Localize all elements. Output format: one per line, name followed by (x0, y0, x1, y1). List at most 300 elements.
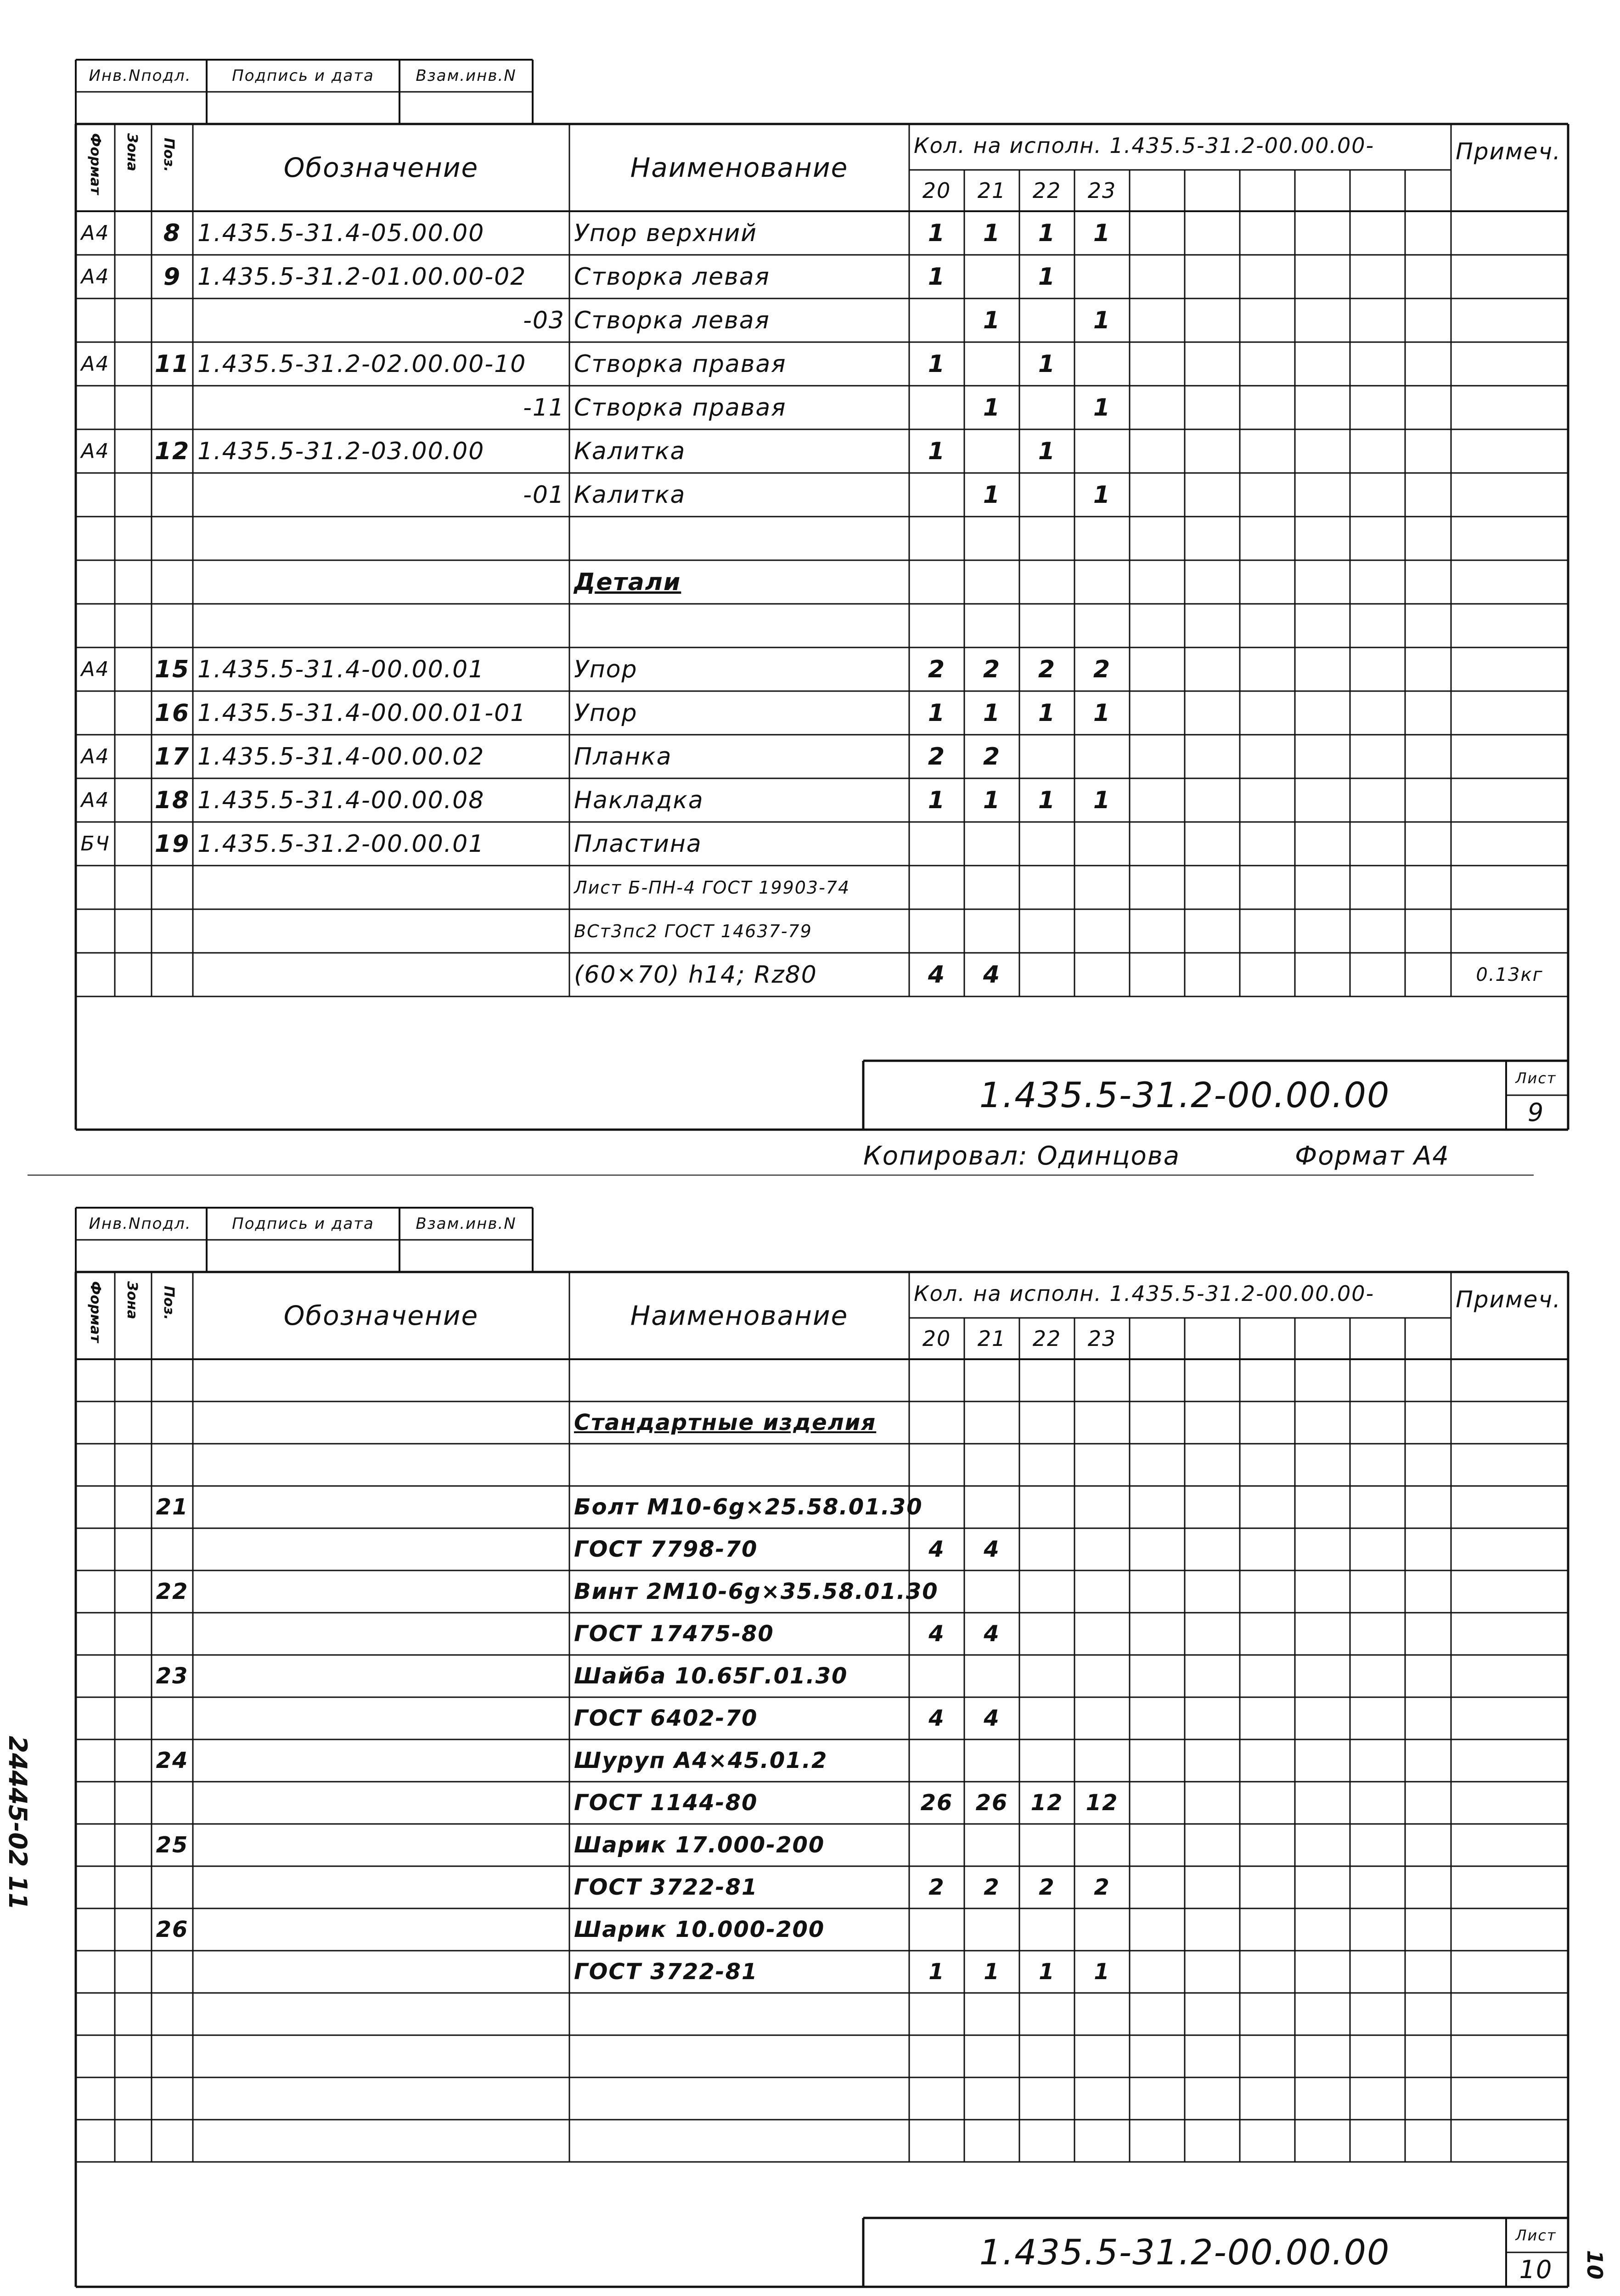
row-position (152, 1401, 193, 1444)
row-position: 22 (156, 1579, 189, 1604)
row-qty (1074, 2035, 1130, 2077)
row-qty: 1 (1038, 437, 1056, 465)
row-position (152, 1444, 193, 1486)
row-designation: 1.435.5-31.2-01.00.00-02 (197, 263, 527, 291)
row-name (574, 2120, 909, 2162)
row-note (1451, 604, 1568, 647)
row-name (574, 1993, 909, 2035)
row-qty (1074, 429, 1130, 473)
row-name: Шарик 17.000-200 (574, 1832, 825, 1858)
row-qty (1019, 1613, 1074, 1655)
row-qty: 1 (928, 699, 946, 727)
row-qty (1074, 1486, 1130, 1528)
row-qty (1074, 822, 1130, 866)
row-qty: 1 (1038, 263, 1056, 291)
row-qty: 1 (1038, 699, 1056, 727)
header-name: Наименование (630, 1300, 849, 1331)
row-position (152, 1866, 193, 1908)
header-zone: Зона (124, 133, 140, 171)
row-qty (964, 2035, 1019, 2077)
row-position (152, 2035, 193, 2077)
row-format: А4 (81, 657, 110, 681)
row-qty (1019, 1486, 1074, 1528)
row-qty (1074, 1824, 1130, 1866)
row-name: Створка правая (574, 394, 787, 422)
row-name (574, 2035, 909, 2077)
row-qty (1019, 473, 1074, 517)
row-qty: 1 (1093, 306, 1111, 334)
row-qty (1019, 2035, 1074, 2077)
row-position: 8 (163, 219, 181, 247)
row-qty (909, 1824, 964, 1866)
row-note (1451, 735, 1568, 778)
row-qty (964, 1570, 1019, 1613)
row-qty (1019, 1739, 1074, 1782)
row-qty: 4 (928, 1621, 945, 1647)
row-name (574, 517, 909, 560)
row-qty (1019, 604, 1074, 647)
row-qty (909, 2120, 964, 2162)
row-qty: 1 (983, 481, 1001, 509)
row-format (76, 866, 115, 909)
sign-date-label: Подпись и дата (232, 1215, 374, 1233)
row-qty: 4 (984, 1621, 1000, 1647)
row-qty (964, 1739, 1019, 1782)
row-designation: 1.435.5-31.2-02.00.00-10 (197, 350, 527, 378)
row-position (152, 560, 193, 604)
header-pos: Поз. (161, 138, 177, 172)
row-qty (964, 1824, 1019, 1866)
row-qty (909, 822, 964, 866)
row-qty (1019, 1993, 1074, 2035)
row-qty: 2 (928, 655, 946, 683)
row-qty (964, 560, 1019, 604)
row-qty (964, 604, 1019, 647)
row-qty (909, 560, 964, 604)
row-name (574, 1444, 909, 1486)
row-qty (964, 1486, 1019, 1528)
row-designation (197, 866, 565, 909)
row-qty (1074, 1401, 1130, 1444)
row-qty: 26 (920, 1790, 953, 1816)
row-position: 25 (156, 1832, 189, 1858)
row-note (1451, 473, 1568, 517)
row-position (152, 517, 193, 560)
section-title: Стандартные изделия (574, 1410, 877, 1435)
row-qty (1019, 1570, 1074, 1613)
row-format (76, 473, 115, 517)
row-qty (1074, 560, 1130, 604)
spec-sheet-10 (0, 1194, 1620, 2296)
header-note: Примеч. (1456, 138, 1561, 165)
row-note (1451, 909, 1568, 953)
row-qty (1074, 342, 1130, 386)
row-qty (1074, 1570, 1130, 1613)
header-note: Примеч. (1456, 1286, 1561, 1313)
row-format: А4 (81, 439, 110, 463)
row-qty (909, 909, 964, 953)
row-note: 0.13кг (1476, 964, 1543, 985)
row-format (76, 517, 115, 560)
row-designation: -03 (523, 306, 565, 334)
row-qty (964, 517, 1019, 560)
header-zone: Зона (124, 1281, 140, 1319)
row-name: Винт 2М10-6g×35.58.01.30 (574, 1579, 939, 1604)
row-designation (197, 909, 565, 953)
row-qty (964, 1359, 1019, 1401)
header-name: Наименование (630, 152, 849, 183)
row-qty (909, 1570, 964, 1613)
row-qty (909, 298, 964, 342)
row-qty (1019, 517, 1074, 560)
row-qty: 2 (928, 1874, 945, 1900)
row-position (152, 1951, 193, 1993)
row-name: Упор верхний (574, 219, 758, 247)
row-qty (909, 473, 964, 517)
variant-header: 22 (1032, 178, 1062, 203)
row-qty: 1 (983, 306, 1001, 334)
copied-by: Копировал: Одинцова (863, 1141, 1181, 1171)
row-qty (1019, 1528, 1074, 1570)
row-qty (1019, 560, 1074, 604)
row-name: Упор (574, 699, 638, 727)
row-qty: 4 (928, 1536, 945, 1562)
row-qty: 2 (1093, 655, 1111, 683)
row-note (1451, 778, 1568, 822)
row-position: 17 (154, 743, 190, 771)
row-qty (1019, 1824, 1074, 1866)
header-qty-group: Кол. на исполн. 1.435.5-31.2-00.00.00- (914, 133, 1375, 158)
row-qty: 1 (928, 219, 946, 247)
row-name: Калитка (574, 437, 686, 465)
row-qty: 2 (928, 743, 946, 771)
row-designation: 1.435.5-31.4-00.00.01-01 (197, 699, 527, 727)
row-note (1451, 647, 1568, 691)
row-note (1451, 691, 1568, 735)
row-name: Болт М10-6g×25.58.01.30 (574, 1494, 923, 1520)
row-qty (1074, 1697, 1130, 1739)
row-qty: 1 (928, 263, 946, 291)
row-name: ГОСТ 6402-70 (574, 1705, 758, 1731)
row-format: А4 (81, 264, 110, 288)
variant-header: 20 (922, 178, 951, 203)
row-position: 21 (156, 1494, 189, 1520)
row-position (152, 1359, 193, 1401)
header-format: Формат (87, 133, 103, 195)
row-name (574, 2077, 909, 2120)
replace-inv-label: Взам.инв.N (416, 67, 517, 85)
row-qty (1074, 1908, 1130, 1951)
row-qty (964, 1993, 1019, 2035)
row-qty: 1 (928, 786, 946, 814)
row-format: А4 (81, 744, 110, 768)
row-name: Створка правая (574, 350, 787, 378)
row-qty: 2 (1038, 655, 1056, 683)
row-format: БЧ (80, 832, 110, 855)
row-position (152, 473, 193, 517)
row-qty (909, 2077, 964, 2120)
row-qty: 12 (1086, 1790, 1119, 1816)
row-designation: 1.435.5-31.2-03.00.00 (197, 437, 485, 465)
row-qty: 1 (1038, 219, 1056, 247)
header-designation: Обозначение (283, 152, 479, 183)
row-format: А4 (81, 221, 110, 245)
row-qty (1019, 1908, 1074, 1951)
header-qty-group: Кол. на исполн. 1.435.5-31.2-00.00.00- (914, 1281, 1375, 1306)
row-qty (1019, 953, 1074, 996)
row-name: ГОСТ 17475-80 (574, 1621, 774, 1647)
row-qty (909, 2035, 964, 2077)
header-pos: Поз. (161, 1286, 177, 1320)
row-position: 23 (156, 1663, 189, 1689)
row-position: 19 (154, 830, 190, 858)
row-qty (1074, 1739, 1130, 1782)
row-name: Пластина (574, 830, 702, 858)
row-qty (964, 866, 1019, 909)
row-format: А4 (81, 352, 110, 376)
row-name (574, 604, 909, 647)
row-qty (1074, 255, 1130, 298)
row-note (1451, 211, 1568, 255)
row-designation (197, 560, 565, 604)
row-qty: 2 (983, 655, 1001, 683)
row-qty (909, 1655, 964, 1697)
side-stamp: 24445-02 11 (3, 1736, 32, 1910)
row-qty (909, 866, 964, 909)
row-qty: 1 (983, 699, 1001, 727)
row-qty (964, 1401, 1019, 1444)
row-designation: 1.435.5-31.4-05.00.00 (197, 219, 485, 247)
row-name: Шуруп А4×45.01.2 (574, 1748, 828, 1773)
row-designation (197, 953, 565, 996)
row-position: 18 (154, 786, 190, 814)
row-name: ВСт3пс2 ГОСТ 14637-79 (574, 921, 812, 941)
variant-header: 23 (1087, 1326, 1117, 1351)
row-position: 9 (163, 263, 181, 291)
row-designation: -01 (523, 481, 565, 509)
row-format (76, 953, 115, 996)
row-position (152, 866, 193, 909)
row-note (1451, 342, 1568, 386)
row-name: Калитка (574, 481, 686, 509)
header-designation: Обозначение (283, 1300, 479, 1331)
row-qty (1019, 1697, 1074, 1739)
section-title: Детали (574, 568, 681, 596)
document-code: 1.435.5-31.2-00.00.00 (979, 1075, 1390, 1115)
variant-header: 22 (1032, 1326, 1062, 1351)
row-qty: 2 (983, 743, 1001, 771)
variant-header: 23 (1087, 178, 1117, 203)
row-qty (909, 1993, 964, 2035)
row-qty (964, 1655, 1019, 1697)
row-qty (964, 255, 1019, 298)
row-qty (1074, 953, 1130, 996)
row-qty (1019, 909, 1074, 953)
row-qty: 4 (928, 961, 946, 989)
row-qty (909, 517, 964, 560)
row-qty (1019, 1444, 1074, 1486)
row-qty: 1 (1093, 786, 1111, 814)
row-position: 24 (156, 1748, 189, 1773)
row-qty: 1 (983, 786, 1001, 814)
row-qty: 2 (1039, 1874, 1055, 1900)
row-qty (1074, 2077, 1130, 2120)
row-name: ГОСТ 1144-80 (574, 1790, 758, 1816)
row-name: Створка левая (574, 306, 770, 334)
row-position (152, 298, 193, 342)
row-qty: 1 (928, 437, 946, 465)
row-note (1451, 386, 1568, 429)
row-name: ГОСТ 7798-70 (574, 1536, 758, 1562)
row-qty: 26 (975, 1790, 1008, 1816)
row-note (1451, 822, 1568, 866)
row-name: ГОСТ 3722-81 (574, 1959, 758, 1985)
format-label: Формат А4 (1295, 1141, 1450, 1171)
row-name: (60×70) h14; Rz80 (574, 961, 817, 989)
row-qty (1074, 735, 1130, 778)
row-format (76, 604, 115, 647)
row-qty (909, 604, 964, 647)
row-qty: 1 (983, 219, 1001, 247)
row-qty (909, 386, 964, 429)
row-qty: 2 (984, 1874, 1000, 1900)
row-name: Планка (574, 743, 672, 771)
row-qty (1019, 2120, 1074, 2162)
row-note (1451, 429, 1568, 473)
row-qty (1074, 1444, 1130, 1486)
row-qty (964, 2120, 1019, 2162)
row-qty (1074, 1655, 1130, 1697)
row-qty (964, 2077, 1019, 2120)
row-qty: 1 (1038, 786, 1056, 814)
row-qty: 1 (928, 350, 946, 378)
inv-no-label: Инв.Nподл. (89, 67, 191, 85)
row-qty: 1 (1093, 219, 1111, 247)
sheet-number: 9 (1527, 1097, 1545, 1127)
row-name: Лист Б-ПН-4 ГОСТ 19903-74 (574, 877, 850, 898)
row-position (152, 1697, 193, 1739)
row-qty (1074, 1528, 1130, 1570)
row-qty (909, 1401, 964, 1444)
row-format (76, 691, 115, 735)
row-position: 26 (156, 1917, 189, 1942)
row-designation: -11 (523, 394, 565, 422)
row-name: ГОСТ 3722-81 (574, 1874, 758, 1900)
row-name: Шарик 10.000-200 (574, 1917, 825, 1942)
row-position (152, 953, 193, 996)
variant-header: 21 (977, 178, 1007, 203)
row-name: Накладка (574, 786, 704, 814)
row-qty: 2 (1094, 1874, 1110, 1900)
row-qty (964, 342, 1019, 386)
row-qty (1074, 1993, 1130, 2035)
row-position (152, 1613, 193, 1655)
row-qty (1019, 298, 1074, 342)
row-qty (1019, 1401, 1074, 1444)
row-qty (1074, 2120, 1130, 2162)
row-qty: 4 (983, 961, 1001, 989)
row-position: 15 (154, 655, 190, 683)
row-qty (1074, 1613, 1130, 1655)
header-format: Формат (87, 1281, 103, 1343)
row-designation (197, 604, 565, 647)
row-qty: 12 (1030, 1790, 1063, 1816)
row-qty: 1 (928, 1959, 945, 1985)
page-corner-number: 10 (1582, 2250, 1607, 2280)
row-qty (1074, 604, 1130, 647)
row-qty (1019, 735, 1074, 778)
row-name: Упор (574, 655, 638, 683)
row-qty (1074, 1359, 1130, 1401)
row-position (152, 1993, 193, 2035)
row-designation: 1.435.5-31.2-00.00.01 (197, 830, 485, 858)
row-position (152, 2077, 193, 2120)
sheet-number: 10 (1519, 2255, 1553, 2284)
row-qty: 1 (1038, 350, 1056, 378)
row-qty: 4 (984, 1536, 1000, 1562)
row-position (152, 909, 193, 953)
row-note (1451, 517, 1568, 560)
row-format (76, 560, 115, 604)
row-qty: 1 (1093, 394, 1111, 422)
row-qty (1074, 909, 1130, 953)
row-note (1451, 298, 1568, 342)
row-qty (964, 822, 1019, 866)
row-qty (909, 1908, 964, 1951)
row-qty (1019, 2077, 1074, 2120)
row-note (1451, 560, 1568, 604)
row-designation (197, 517, 565, 560)
row-position: 16 (154, 699, 190, 727)
variant-header: 20 (922, 1326, 951, 1351)
row-qty (909, 1444, 964, 1486)
row-qty (909, 1486, 964, 1528)
sheet-label: Лист (1515, 1069, 1557, 1087)
inv-no-label: Инв.Nподл. (89, 1215, 191, 1233)
variant-header: 21 (977, 1326, 1007, 1351)
row-position: 11 (154, 350, 190, 378)
row-format (76, 386, 115, 429)
row-note (1451, 866, 1568, 909)
row-qty (1019, 822, 1074, 866)
document-code: 1.435.5-31.2-00.00.00 (979, 2232, 1390, 2273)
row-qty: 1 (1094, 1959, 1110, 1985)
row-format (76, 298, 115, 342)
row-qty (909, 1739, 964, 1782)
row-qty: 1 (1093, 481, 1111, 509)
row-name: Шайба 10.65Г.01.30 (574, 1663, 848, 1689)
sheet-label: Лист (1515, 2226, 1557, 2244)
row-position: 12 (154, 437, 190, 465)
row-qty (964, 909, 1019, 953)
row-name: Створка левая (574, 263, 770, 291)
row-qty: 4 (984, 1705, 1000, 1731)
row-qty: 1 (983, 394, 1001, 422)
row-qty: 1 (984, 1959, 1000, 1985)
row-qty (1019, 866, 1074, 909)
row-designation: 1.435.5-31.4-00.00.08 (197, 786, 485, 814)
row-qty (964, 1908, 1019, 1951)
row-qty (1074, 517, 1130, 560)
row-position (152, 2120, 193, 2162)
row-qty (964, 429, 1019, 473)
row-qty (964, 1444, 1019, 1486)
row-note (1451, 255, 1568, 298)
row-qty: 1 (1039, 1959, 1055, 1985)
row-position (152, 1528, 193, 1570)
row-position (152, 1782, 193, 1824)
row-qty (909, 1359, 964, 1401)
